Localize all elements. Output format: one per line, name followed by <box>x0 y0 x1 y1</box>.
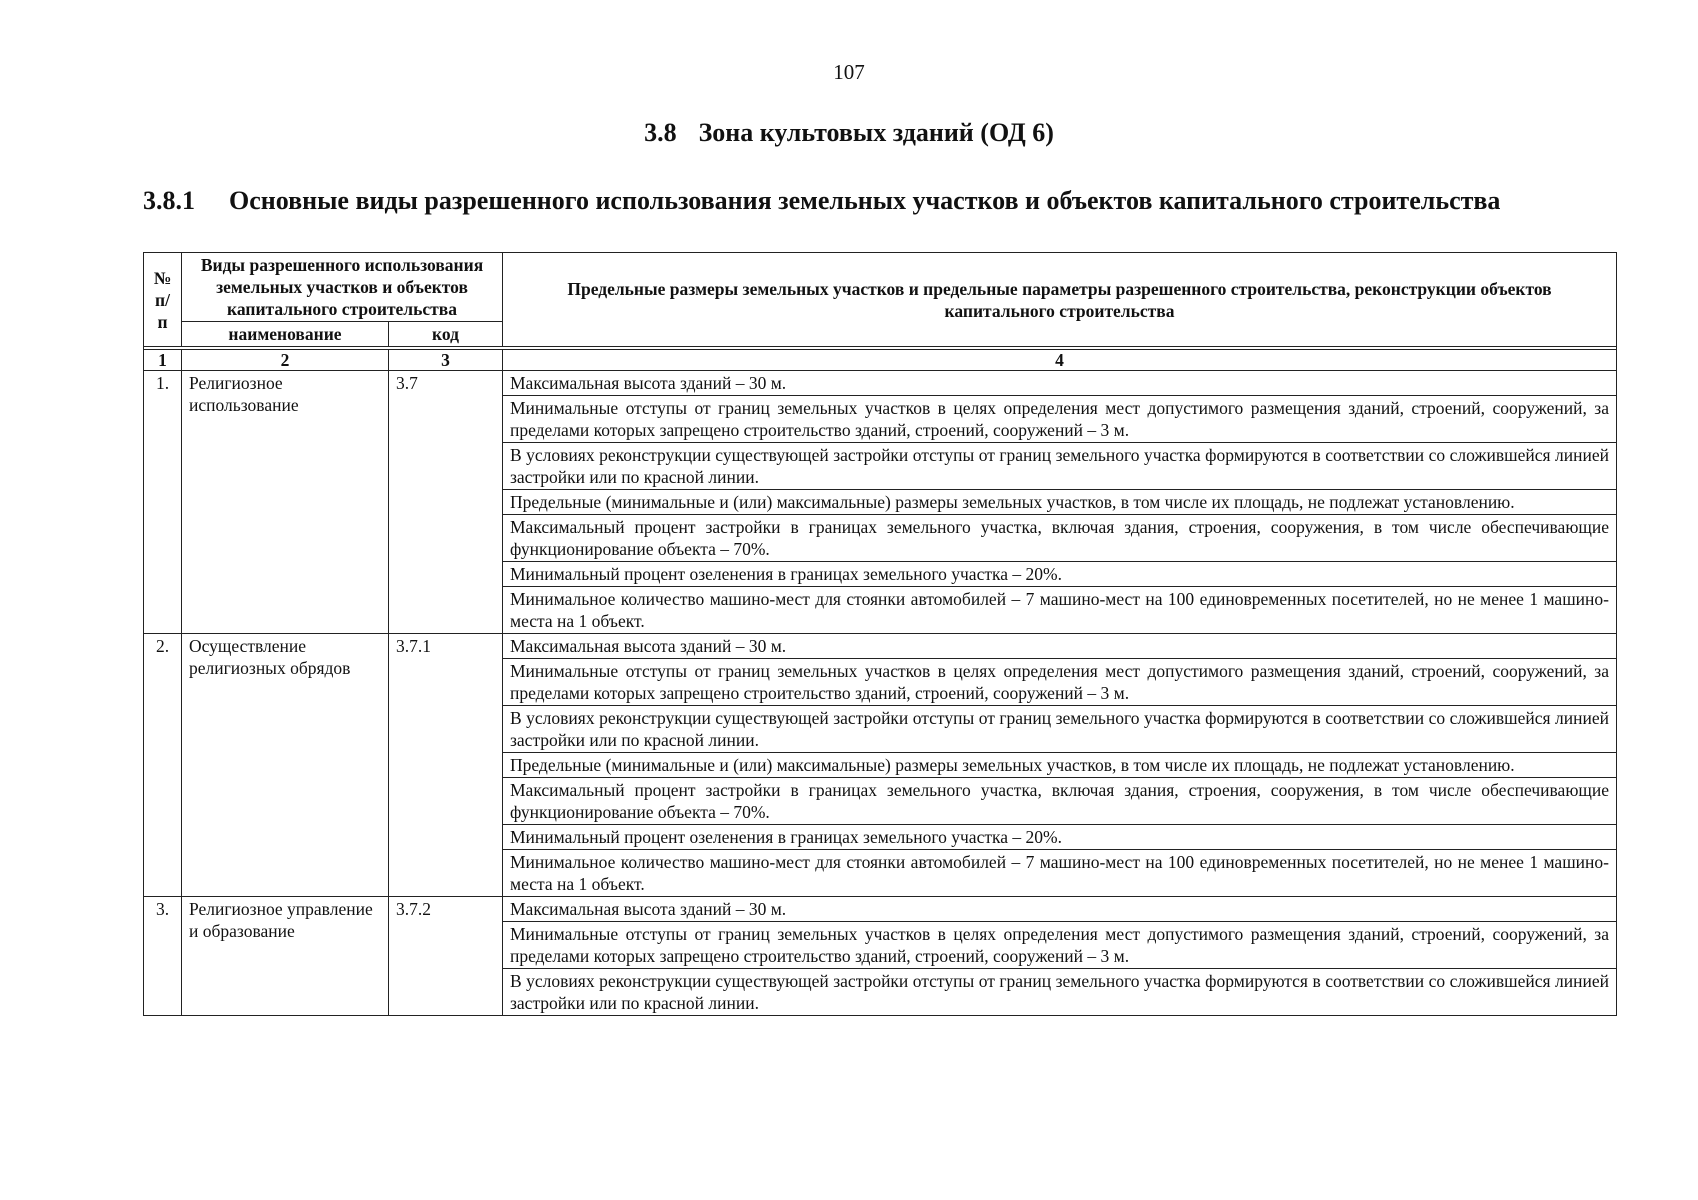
use-type-name: Религиозное управление и образование <box>182 897 389 1016</box>
header-params: Предельные размеры земельных участков и предельные параметры разрешенного строительства, реконструкции объектов капитального строительства <box>503 253 1617 347</box>
use-type-code: 3.7.1 <box>389 634 503 897</box>
column-number: 1 <box>144 350 182 371</box>
parameter-text: В условиях реконструкции существующей застройки отступы от границ земельного участка формируются в соответствии со сложившейся линией застройки или по красной линии. <box>503 443 1617 490</box>
parameter-text: Минимальное количество машино-мест для стоянки автомобилей – 7 машино-мест на 100 единовременных посетителей, но не менее 1 машино-места на 1 объект. <box>503 850 1617 897</box>
section-title-text: Зона культовых зданий (ОД 6) <box>698 118 1054 147</box>
parameter-text: Минимальный процент озеленения в границах земельного участка – 20%. <box>503 562 1617 587</box>
use-type-code: 3.7 <box>389 371 503 634</box>
table-body <box>144 371 1617 1016</box>
column-numbers-row <box>144 350 1617 371</box>
subsection-title-text: Основные виды разрешенного использования земельных участков и объектов капитального строительства <box>229 186 1501 215</box>
parameter-text: Максимальная высота зданий – 30 м. <box>503 897 1617 922</box>
use-type-name: Религиозное использование <box>182 371 389 634</box>
parameter-text: Максимальный процент застройки в границах земельного участка, включая здания, строения, сооружения, в том числе обеспечивающие функционирование объекта – 70%. <box>503 778 1617 825</box>
regulations-table <box>143 252 1617 1016</box>
parameter-text: Максимальная высота зданий – 30 м. <box>503 634 1617 659</box>
parameter-text: Минимальное количество машино-мест для стоянки автомобилей – 7 машино-мест на 100 единовременных посетителей, но не менее 1 машино-места на 1 объект. <box>503 587 1617 634</box>
parameter-text: Максимальная высота зданий – 30 м. <box>503 371 1617 396</box>
header-types: Виды разрешенного использования земельных участков и объектов капитального строительства <box>182 253 503 322</box>
column-number: 3 <box>389 350 503 371</box>
column-number: 2 <box>182 350 389 371</box>
parameter-text: Предельные (минимальные и (или) максимальные) размеры земельных участков, в том числе их площадь, не подлежат установлению. <box>503 753 1617 778</box>
row-number: 1. <box>144 371 182 634</box>
parameter-text: В условиях реконструкции существующей застройки отступы от границ земельного участка формируются в соответствии со сложившейся линией застройки или по красной линии. <box>503 969 1617 1016</box>
subsection-number: 3.8.1 <box>143 186 195 215</box>
row-number: 3. <box>144 897 182 1016</box>
section-title <box>0 118 1698 148</box>
parameter-text: Минимальный процент озеленения в границах земельного участка – 20%. <box>503 825 1617 850</box>
page-number: 107 <box>833 60 865 84</box>
row-number: 2. <box>144 634 182 897</box>
parameter-text: Минимальные отступы от границ земельных участков в целях определения мест допустимого размещения зданий, строений, сооружений, за пределами которых запрещено строительство зданий, строений, сооружений – 3 м. <box>503 659 1617 706</box>
table-row <box>144 634 1617 659</box>
subsection-title <box>143 186 1623 216</box>
table-row <box>144 371 1617 396</box>
parameter-text: Минимальные отступы от границ земельных участков в целях определения мест допустимого размещения зданий, строений, сооружений, за пределами которых запрещено строительство зданий, строений, сооружений – 3 м. <box>503 922 1617 969</box>
header-code: код <box>389 322 503 347</box>
column-number: 4 <box>503 350 1617 371</box>
use-type-code: 3.7.2 <box>389 897 503 1016</box>
parameter-text: Предельные (минимальные и (или) максимальные) размеры земельных участков, в том числе их площадь, не подлежат установлению. <box>503 490 1617 515</box>
header-name: наименование <box>182 322 389 347</box>
parameter-text: В условиях реконструкции существующей застройки отступы от границ земельного участка формируются в соответствии со сложившейся линией застройки или по красной линии. <box>503 706 1617 753</box>
section-number: 3.8 <box>644 118 677 147</box>
header-num: № п/п <box>144 253 182 347</box>
header-row-top <box>144 253 1617 322</box>
table-row <box>144 897 1617 922</box>
parameter-text: Минимальные отступы от границ земельных участков в целях определения мест допустимого размещения зданий, строений, сооружений, за пределами которых запрещено строительство зданий, строений, сооружений – 3 м. <box>503 396 1617 443</box>
parameter-text: Максимальный процент застройки в границах земельного участка, включая здания, строения, сооружения, в том числе обеспечивающие функционирование объекта – 70%. <box>503 515 1617 562</box>
use-type-name: Осуществление религиозных обрядов <box>182 634 389 897</box>
